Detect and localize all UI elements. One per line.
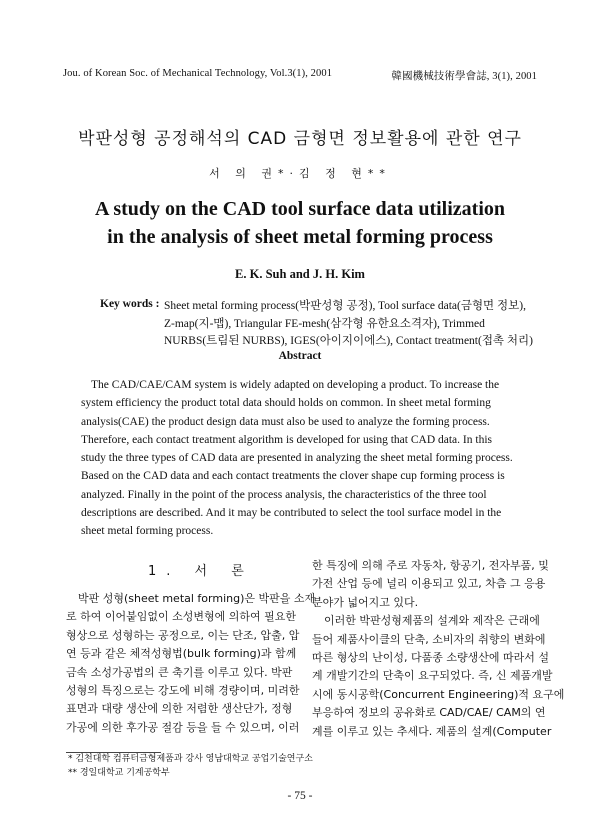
body-line: 표면과 대량 생산에 의한 저렴한 생산단가, 정형 bbox=[66, 702, 293, 716]
keywords-list bbox=[164, 298, 534, 351]
footnote-affiliation-2: ** 경일대학교 기계공학부 bbox=[68, 768, 170, 778]
journal-header-right: 韓國機械技術學會誌, 3(1), 2001 bbox=[391, 71, 537, 82]
abstract-line: analyzed. Finally in the point of the process analysis, the characteristics of the three tool bbox=[81, 488, 487, 501]
body-line: 형상으로 성형하는 공정으로, 이는 단조, 압출, 압 bbox=[66, 628, 300, 642]
body-column-left bbox=[66, 590, 316, 737]
journal-header-left: Jou. of Korean Soc. of Mechanical Technology, Vol.3(1), 2001 bbox=[63, 68, 333, 79]
body-line: 연 등과 같은 체적성형법(bulk forming)과 함께 bbox=[66, 647, 297, 661]
body-line: 이러한 박판성형제품의 설계와 제작은 근래에 bbox=[324, 614, 540, 628]
paper-title-korean: 박판성형 공정해석의 CAD 금형면 정보활용에 관한 연구 bbox=[78, 129, 522, 149]
abstract-line: sheet metal forming process. bbox=[81, 525, 214, 538]
abstract-line: Based on the CAD data and each contact treatments the clover shape cup forming process is bbox=[81, 470, 505, 483]
body-line: 한 특징에 의해 주로 자동차, 항공기, 전자부품, 및 bbox=[312, 559, 549, 572]
body-line: 박판 성형(sheet metal forming)은 박판을 소재 bbox=[78, 592, 316, 605]
body-line: 따른 형상의 난이성, 다품종 소량생산에 따라서 설 bbox=[312, 651, 549, 665]
body-line: 가공에 의한 후가공 절감 등을 들 수 있으며, 이러 bbox=[66, 720, 300, 734]
abstract-line: The CAD/CAE/CAM system is widely adapted on developing a product. To increase the bbox=[91, 379, 500, 391]
paper-title-english-line2: in the analysis of sheet metal forming process bbox=[107, 226, 493, 248]
body-line: 성형의 특징으로는 강도에 비해 경량이며, 미려한 bbox=[66, 684, 300, 698]
keywords-line: Z-map(지-맵), Triangular FE-mesh(삼각형 유한요소격자), Trimmed bbox=[164, 317, 485, 330]
abstract-heading: Abstract bbox=[278, 350, 322, 362]
body-line: 로 하여 이어붙임없이 소성변형에 의하여 필요한 bbox=[66, 610, 297, 624]
abstract-line: Therefore, each contact treatment algorithm is developed for using that CAD data. In this bbox=[81, 433, 492, 446]
keywords-line: Sheet metal forming process(박판성형 공정), Tool surface data(금형면 정보), bbox=[164, 300, 526, 312]
abstract-line: study the three types of CAD data are presented in analyzing the sheet metal forming process. bbox=[81, 452, 513, 465]
body-line: 계를 이루고 있는 추세다. 제품의 설계(Computer bbox=[312, 724, 552, 738]
body-column-right bbox=[312, 557, 565, 741]
body-line: 분야가 넓어지고 있다. bbox=[312, 595, 419, 609]
footnote-affiliation-1: * 김천대학 컴퓨터금형제품과 강사 영남대학교 공업기술연구소 bbox=[68, 754, 313, 764]
abstract-line: descriptions are described. And it may be contributed to select the tool surface model in the bbox=[81, 507, 502, 520]
section-heading-introduction: 1. 서 론 bbox=[148, 564, 254, 579]
body-line: 계 개발기간의 단축이 요구되었다. 즉, 신 제품개발 bbox=[312, 669, 553, 683]
abstract-body bbox=[81, 376, 526, 541]
body-line: 부응하여 정보의 공유화로 CAD/CAE/ CAM의 연 bbox=[312, 706, 546, 720]
page-number: - 75 - bbox=[287, 790, 313, 802]
body-line: 시에 동시공학(Concurrent Engineering)적 요구에 bbox=[312, 687, 565, 701]
body-line: 가전 산업 등에 널리 이용되고 있고, 차츰 그 응용 bbox=[312, 577, 546, 591]
abstract-line: system efficiency the product total data should holds on common. In sheet metal forming bbox=[81, 397, 491, 410]
keywords-label: Key words : bbox=[100, 298, 160, 310]
body-line: 들어 제품사이클의 단축, 소비자의 취향의 변화에 bbox=[312, 632, 546, 646]
keywords-line: NURBS(트림된 NURBS), IGES(아이지이에스), Contact treatment(접촉 처리) bbox=[164, 335, 533, 347]
authors-english: E. K. Suh and J. H. Kim bbox=[235, 267, 365, 281]
paper-title-english-line1: A study on the CAD tool surface data utilization bbox=[94, 198, 505, 220]
authors-korean: 서 의 권*·김 정 현** bbox=[209, 167, 391, 180]
body-line: 금속 소성가공법의 큰 축기를 이루고 있다. 박판 bbox=[66, 665, 293, 679]
footnotes bbox=[68, 752, 313, 780]
abstract-line: analysis(CAE) the product design data must also be used to analyze the forming process. bbox=[81, 415, 490, 428]
